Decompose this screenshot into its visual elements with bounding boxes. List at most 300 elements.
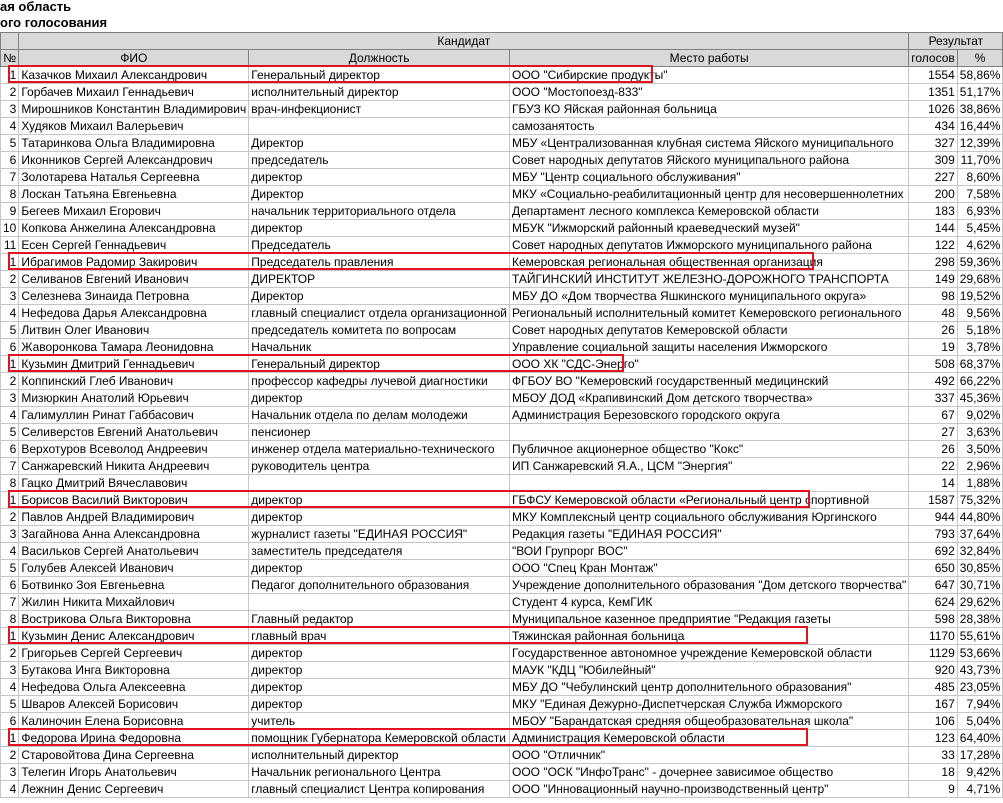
workplace-cell[interactable]: Региональный исполнительный комитет Кемеровского регионального: [510, 305, 909, 322]
table-row: [1, 594, 1003, 611]
workplace-cell[interactable]: Редакция газеты "ЕДИНАЯ РОССИЯ": [510, 526, 909, 543]
position-cell[interactable]: Начальник: [249, 339, 510, 356]
table-row: [1, 577, 1003, 594]
votes-cell[interactable]: 434: [909, 118, 958, 135]
table-row: [1, 288, 1003, 305]
table-row: [1, 441, 1003, 458]
workplace-cell[interactable]: ИП Санжаревский Я.А., ЦСМ "Энергия": [510, 458, 909, 475]
percent-cell[interactable]: 29,68%: [957, 271, 1003, 288]
percent-cell[interactable]: 17,28%: [957, 747, 1003, 764]
percent-cell[interactable]: 7,94%: [957, 696, 1003, 713]
table-row: [1, 254, 1003, 271]
workplace-cell[interactable]: Администрация Кемеровской области: [510, 730, 909, 747]
percent-cell[interactable]: 5,04%: [957, 713, 1003, 730]
votes-cell[interactable]: 1351: [909, 84, 958, 101]
candidate-name-cell[interactable]: Голубев Алексей Иванович: [19, 560, 249, 577]
candidate-name-cell[interactable]: Григорьев Сергей Сергеевич: [19, 645, 249, 662]
workplace-cell[interactable]: МАУК "КДЦ "Юбилейный": [510, 662, 909, 679]
votes-cell[interactable]: 944: [909, 509, 958, 526]
row-number-cell[interactable]: 1: [1, 730, 19, 747]
workplace-cell[interactable]: Администрация Березовского городского округа: [510, 407, 909, 424]
position-cell[interactable]: учитель: [249, 713, 510, 730]
table-row: [1, 781, 1003, 798]
position-cell[interactable]: директор: [249, 560, 510, 577]
votes-cell[interactable]: 298: [909, 254, 958, 271]
position-cell[interactable]: начальник территориального отдела: [249, 203, 510, 220]
candidate-name-cell[interactable]: Калиночин Елена Борисовна: [19, 713, 249, 730]
workplace-cell[interactable]: Совет народных депутатов Ижморского муниципального района: [510, 237, 909, 254]
table-row: [1, 118, 1003, 135]
table-row: [1, 526, 1003, 543]
position-cell[interactable]: председатель комитета по вопросам: [249, 322, 510, 339]
region-title: ая область: [0, 0, 72, 14]
position-cell[interactable]: Директор: [249, 288, 510, 305]
candidate-name-cell[interactable]: Селиверстов Евгений Анатольевич: [19, 424, 249, 441]
candidate-name-cell[interactable]: Селезнева Зинаида Петровна: [19, 288, 249, 305]
row-number-cell[interactable]: 1: [1, 356, 19, 373]
percent-cell[interactable]: 38,86%: [957, 101, 1003, 118]
row-number-cell[interactable]: 1: [1, 254, 19, 271]
workplace-cell[interactable]: МКУ "Единая Дежурно-Диспетчерская Служба Ижморского: [510, 696, 909, 713]
percent-cell[interactable]: 45,36%: [957, 390, 1003, 407]
percent-cell[interactable]: 59,36%: [957, 254, 1003, 271]
row-number-cell[interactable]: 3: [1, 101, 19, 118]
row-number-cell[interactable]: 6: [1, 152, 19, 169]
candidate-rows: [1, 67, 1003, 798]
position-cell[interactable]: инженер отдела материально-технического: [249, 441, 510, 458]
workplace-cell[interactable]: ООО "Инновационный научно-производственный центр": [510, 781, 909, 798]
percent-cell[interactable]: 37,64%: [957, 526, 1003, 543]
percent-cell[interactable]: 55,61%: [957, 628, 1003, 645]
percent-cell[interactable]: 8,60%: [957, 169, 1003, 186]
percent-cell[interactable]: 51,17%: [957, 84, 1003, 101]
position-cell[interactable]: Генеральный директор: [249, 356, 510, 373]
percent-cell[interactable]: 4,71%: [957, 781, 1003, 798]
percent-cell[interactable]: 12,39%: [957, 135, 1003, 152]
percent-cell[interactable]: 19,52%: [957, 288, 1003, 305]
table-row: [1, 203, 1003, 220]
percent-cell[interactable]: 7,58%: [957, 186, 1003, 203]
position-cell[interactable]: помощник Губернатора Кемеровской области: [249, 730, 510, 747]
workplace-cell[interactable]: ООО "Мостопоезд-833": [510, 84, 909, 101]
percent-cell[interactable]: 44,80%: [957, 509, 1003, 526]
position-cell[interactable]: исполнительный директор: [249, 747, 510, 764]
workplace-cell[interactable]: МКУ «Социально-реабилитационный центр для несовершеннолетних: [510, 186, 909, 203]
workplace-cell[interactable]: Совет народных депутатов Яйского муниципального района: [510, 152, 909, 169]
workplace-cell[interactable]: Управление социальной защиты населения Ижморского: [510, 339, 909, 356]
percent-cell[interactable]: 3,50%: [957, 441, 1003, 458]
workplace-cell[interactable]: МБОУ ДОД «Крапивинский Дом детского творчества»: [510, 390, 909, 407]
position-cell[interactable]: главный специалист отдела организационной: [249, 305, 510, 322]
percent-cell[interactable]: 30,85%: [957, 560, 1003, 577]
row-number-cell[interactable]: 6: [1, 713, 19, 730]
table-row: [1, 458, 1003, 475]
row-number-cell[interactable]: 2: [1, 645, 19, 662]
votes-cell[interactable]: 508: [909, 356, 958, 373]
row-number-cell[interactable]: 4: [1, 543, 19, 560]
row-number-cell[interactable]: 6: [1, 577, 19, 594]
votes-cell[interactable]: 1026: [909, 101, 958, 118]
table-row: [1, 271, 1003, 288]
table-row: [1, 424, 1003, 441]
workplace-cell[interactable]: МБОУ "Барандатская средняя общеобразовательная школа": [510, 713, 909, 730]
votes-cell[interactable]: 1554: [909, 67, 958, 84]
workplace-cell[interactable]: [510, 424, 909, 441]
candidate-name-cell[interactable]: Гацко Дмитрий Вячеславович: [19, 475, 249, 492]
votes-cell[interactable]: 18: [909, 764, 958, 781]
candidate-name-cell[interactable]: Золотарева Наталья Сергеевна: [19, 169, 249, 186]
candidate-name-cell[interactable]: Шваров Алексей Борисович: [19, 696, 249, 713]
workplace-cell[interactable]: Студент 4 курса, КемГИК: [510, 594, 909, 611]
votes-cell[interactable]: 26: [909, 322, 958, 339]
position-column-header[interactable]: Должность: [249, 50, 510, 67]
workplace-cell[interactable]: "ВОИ Групрорг ВОС": [510, 543, 909, 560]
workplace-cell[interactable]: ГБУЗ КО Яйская районная больница: [510, 101, 909, 118]
position-cell[interactable]: [249, 475, 510, 492]
votes-cell[interactable]: 9: [909, 781, 958, 798]
row-number-cell[interactable]: 7: [1, 458, 19, 475]
workplace-cell[interactable]: Кемеровская региональная общественная организация: [510, 254, 909, 271]
row-number-cell[interactable]: 5: [1, 560, 19, 577]
workplace-cell[interactable]: Департамент лесного комплекса Кемеровской области: [510, 203, 909, 220]
workplace-column-header[interactable]: Место работы: [510, 50, 909, 67]
votes-cell[interactable]: 647: [909, 577, 958, 594]
table-row: [1, 237, 1003, 254]
position-cell[interactable]: Педагог дополнительного образования: [249, 577, 510, 594]
row-number-cell[interactable]: 4: [1, 118, 19, 135]
row-number-cell[interactable]: 8: [1, 186, 19, 203]
votes-cell[interactable]: 598: [909, 611, 958, 628]
candidate-name-cell[interactable]: Кузьмин Денис Александрович: [19, 628, 249, 645]
votes-cell[interactable]: 227: [909, 169, 958, 186]
table-row: [1, 322, 1003, 339]
votes-cell[interactable]: 920: [909, 662, 958, 679]
candidate-name-cell[interactable]: Ботвинко Зоя Евгеньевна: [19, 577, 249, 594]
voting-title: ого голосования: [0, 15, 108, 30]
candidate-name-cell[interactable]: Татаринкова Ольга Владимировна: [19, 135, 249, 152]
row-number-cell[interactable]: 6: [1, 441, 19, 458]
percent-cell[interactable]: 5,18%: [957, 322, 1003, 339]
position-cell[interactable]: врач-инфекционист: [249, 101, 510, 118]
table-row: [1, 662, 1003, 679]
row-number-cell[interactable]: 4: [1, 781, 19, 798]
row-number-cell[interactable]: 3: [1, 288, 19, 305]
workplace-cell[interactable]: МБУ "Центр социального обслуживания": [510, 169, 909, 186]
candidate-name-cell[interactable]: Есен Сергей Геннадьевич: [19, 237, 249, 254]
votes-cell[interactable]: 309: [909, 152, 958, 169]
votes-cell[interactable]: 327: [909, 135, 958, 152]
position-cell[interactable]: [249, 594, 510, 611]
votes-cell[interactable]: 98: [909, 288, 958, 305]
workplace-cell[interactable]: ООО ХК "СДС-Энерго": [510, 356, 909, 373]
position-cell[interactable]: Начальник регионального Центра: [249, 764, 510, 781]
fio-column-header[interactable]: ФИО: [19, 50, 249, 67]
workplace-cell[interactable]: ООО "ОСК "ИнфоТранс" - дочернее зависимое общество: [510, 764, 909, 781]
num-column-header[interactable]: №: [1, 50, 19, 67]
position-cell[interactable]: заместитель председателя: [249, 543, 510, 560]
votes-cell[interactable]: 48: [909, 305, 958, 322]
votes-cell[interactable]: 144: [909, 220, 958, 237]
percent-cell[interactable]: 64,40%: [957, 730, 1003, 747]
votes-cell[interactable]: 33: [909, 747, 958, 764]
candidate-name-cell[interactable]: Казачков Михаил Александрович: [19, 67, 249, 84]
table-row: [1, 764, 1003, 781]
table-row: [1, 492, 1003, 509]
candidate-name-cell[interactable]: Борисов Василий Викторович: [19, 492, 249, 509]
position-cell[interactable]: Генеральный директор: [249, 67, 510, 84]
candidate-name-cell[interactable]: Старовойтова Дина Сергеевна: [19, 747, 249, 764]
position-cell[interactable]: руководитель центра: [249, 458, 510, 475]
row-number-cell[interactable]: 10: [1, 220, 19, 237]
row-number-cell[interactable]: 7: [1, 169, 19, 186]
votes-cell[interactable]: 123: [909, 730, 958, 747]
percent-cell[interactable]: 68,37%: [957, 356, 1003, 373]
votes-cell[interactable]: 485: [909, 679, 958, 696]
candidate-name-cell[interactable]: Лежнин Денис Сергеевич: [19, 781, 249, 798]
percent-cell[interactable]: 75,32%: [957, 492, 1003, 509]
votes-cell[interactable]: 26: [909, 441, 958, 458]
candidate-group-header[interactable]: Кандидат: [19, 33, 909, 50]
candidate-name-cell[interactable]: Нефедова Дарья Александровна: [19, 305, 249, 322]
candidate-name-cell[interactable]: Коппинский Глеб Иванович: [19, 373, 249, 390]
percent-cell[interactable]: 29,62%: [957, 594, 1003, 611]
percent-cell[interactable]: 23,05%: [957, 679, 1003, 696]
position-cell[interactable]: журналист газеты "ЕДИНАЯ РОССИЯ": [249, 526, 510, 543]
table-row: [1, 475, 1003, 492]
percent-cell[interactable]: 9,02%: [957, 407, 1003, 424]
row-number-cell[interactable]: 3: [1, 662, 19, 679]
percent-cell[interactable]: 28,38%: [957, 611, 1003, 628]
votes-cell[interactable]: 19: [909, 339, 958, 356]
votes-cell[interactable]: 122: [909, 237, 958, 254]
candidate-name-cell[interactable]: Ибрагимов Радомир Закирович: [19, 254, 249, 271]
candidate-name-cell[interactable]: Жилин Никита Михайлович: [19, 594, 249, 611]
row-number-cell[interactable]: 5: [1, 322, 19, 339]
row-number-cell[interactable]: 2: [1, 373, 19, 390]
position-cell[interactable]: профессор кафедры лучевой диагностики: [249, 373, 510, 390]
candidate-name-cell[interactable]: Литвин Олег Иванович: [19, 322, 249, 339]
percent-cell[interactable]: 9,56%: [957, 305, 1003, 322]
row-number-cell[interactable]: 1: [1, 492, 19, 509]
workplace-cell[interactable]: Совет народных депутатов Кемеровской области: [510, 322, 909, 339]
row-number-cell[interactable]: 4: [1, 679, 19, 696]
row-number-cell[interactable]: 2: [1, 84, 19, 101]
percent-cell[interactable]: 58,86%: [957, 67, 1003, 84]
row-number-cell[interactable]: 1: [1, 628, 19, 645]
percent-cell[interactable]: 43,73%: [957, 662, 1003, 679]
workplace-cell[interactable]: МБУ ДО «Дом творчества Яшкинского муниципального округа»: [510, 288, 909, 305]
row-number-cell[interactable]: 8: [1, 611, 19, 628]
candidate-name-cell[interactable]: Нефедова Ольга Алексеевна: [19, 679, 249, 696]
candidate-name-cell[interactable]: Кузьмин Дмитрий Геннадьевич: [19, 356, 249, 373]
votes-column-header[interactable]: голосов: [909, 50, 958, 67]
candidate-name-cell[interactable]: Васильков Сергей Анатольевич: [19, 543, 249, 560]
percent-cell[interactable]: 3,63%: [957, 424, 1003, 441]
row-number-cell[interactable]: 3: [1, 526, 19, 543]
table-row: [1, 152, 1003, 169]
candidate-name-cell[interactable]: Селиванов Евгений Иванович: [19, 271, 249, 288]
workplace-cell[interactable]: самозанятость: [510, 118, 909, 135]
workplace-cell[interactable]: ТАЙГИНСКИЙ ИНСТИТУТ ЖЕЛЕЗНО-ДОРОЖНОГО ТРАНСПОРТА: [510, 271, 909, 288]
position-cell[interactable]: директор: [249, 662, 510, 679]
percent-cell[interactable]: 9,42%: [957, 764, 1003, 781]
row-number-cell[interactable]: 5: [1, 696, 19, 713]
row-number-cell[interactable]: 3: [1, 764, 19, 781]
percent-cell[interactable]: 53,66%: [957, 645, 1003, 662]
votes-cell[interactable]: 624: [909, 594, 958, 611]
table-row: [1, 390, 1003, 407]
row-number-cell[interactable]: 4: [1, 305, 19, 322]
votes-cell[interactable]: 650: [909, 560, 958, 577]
percent-cell[interactable]: 11,70%: [957, 152, 1003, 169]
table-row: [1, 628, 1003, 645]
percent-cell[interactable]: 66,22%: [957, 373, 1003, 390]
candidate-name-cell[interactable]: Бегеев Михаил Егорович: [19, 203, 249, 220]
table-row: [1, 747, 1003, 764]
votes-cell[interactable]: 1129: [909, 645, 958, 662]
table-row: [1, 169, 1003, 186]
votes-cell[interactable]: 183: [909, 203, 958, 220]
candidate-name-cell[interactable]: Копкова Анжелина Александровна: [19, 220, 249, 237]
position-cell[interactable]: главный врач: [249, 628, 510, 645]
candidate-name-cell[interactable]: Мирошников Константин Владимирович: [19, 101, 249, 118]
votes-cell[interactable]: 200: [909, 186, 958, 203]
percent-cell[interactable]: 1,88%: [957, 475, 1003, 492]
votes-cell[interactable]: 1170: [909, 628, 958, 645]
percent-column-header[interactable]: %: [957, 50, 1003, 67]
position-cell[interactable]: директор: [249, 696, 510, 713]
candidate-name-cell[interactable]: Верхотуров Всеволод Андреевич: [19, 441, 249, 458]
workplace-cell[interactable]: МБУК "Ижморский районный краеведческий музей": [510, 220, 909, 237]
workplace-cell[interactable]: МБУ «Централизованная клубная система Яйского муниципального: [510, 135, 909, 152]
candidate-name-cell[interactable]: Худяков Михаил Валерьевич: [19, 118, 249, 135]
votes-cell[interactable]: 67: [909, 407, 958, 424]
position-cell[interactable]: Начальник отдела по делам молодежи: [249, 407, 510, 424]
candidate-name-cell[interactable]: Галимуллин Ринат Габбасович: [19, 407, 249, 424]
row-number-cell[interactable]: 3: [1, 390, 19, 407]
votes-cell[interactable]: 106: [909, 713, 958, 730]
position-cell[interactable]: директор: [249, 220, 510, 237]
candidate-name-cell[interactable]: Вострикова Ольга Викторовна: [19, 611, 249, 628]
percent-cell[interactable]: 3,78%: [957, 339, 1003, 356]
votes-cell[interactable]: 149: [909, 271, 958, 288]
votes-cell[interactable]: 14: [909, 475, 958, 492]
percent-cell[interactable]: 2,96%: [957, 458, 1003, 475]
workplace-cell[interactable]: МБУ ДО "Чебулинский центр дополнительного образования": [510, 679, 909, 696]
workplace-cell[interactable]: Учреждение дополнительного образования "Дом детского творчества": [510, 577, 909, 594]
workplace-cell[interactable]: Публичное акционерное общество "Кокс": [510, 441, 909, 458]
position-cell[interactable]: [249, 118, 510, 135]
table-row: [1, 679, 1003, 696]
candidate-name-cell[interactable]: Жаворонкова Тамара Леонидовна: [19, 339, 249, 356]
percent-cell[interactable]: 6,93%: [957, 203, 1003, 220]
votes-cell[interactable]: 167: [909, 696, 958, 713]
row-number-cell[interactable]: 2: [1, 509, 19, 526]
position-cell[interactable]: исполнительный директор: [249, 84, 510, 101]
position-cell[interactable]: директор: [249, 679, 510, 696]
candidate-name-cell[interactable]: Федорова Ирина Федоровна: [19, 730, 249, 747]
candidate-name-cell[interactable]: Горбачев Михаил Геннадьевич: [19, 84, 249, 101]
position-cell[interactable]: Председатель: [249, 237, 510, 254]
position-cell[interactable]: председатель: [249, 152, 510, 169]
row-number-cell[interactable]: 11: [1, 237, 19, 254]
table-row: [1, 339, 1003, 356]
candidate-name-cell[interactable]: Павлов Андрей Владимирович: [19, 509, 249, 526]
row-number-cell[interactable]: 5: [1, 424, 19, 441]
workplace-cell[interactable]: Государственное автономное учреждение Кемеровской области: [510, 645, 909, 662]
row-number-cell[interactable]: 2: [1, 271, 19, 288]
workplace-cell[interactable]: ООО "Спец Кран Монтаж": [510, 560, 909, 577]
row-number-cell[interactable]: 5: [1, 135, 19, 152]
candidate-name-cell[interactable]: Санжаревский Никита Андреевич: [19, 458, 249, 475]
candidate-name-cell[interactable]: Бутакова Инга Викторовна: [19, 662, 249, 679]
position-cell[interactable]: директор: [249, 492, 510, 509]
percent-cell[interactable]: 30,71%: [957, 577, 1003, 594]
position-cell[interactable]: ДИРЕКТОР: [249, 271, 510, 288]
position-cell[interactable]: директор: [249, 645, 510, 662]
position-cell[interactable]: Директор: [249, 135, 510, 152]
candidate-name-cell[interactable]: Загайнова Анна Александровна: [19, 526, 249, 543]
workplace-cell[interactable]: МКУ Комплексный центр социального обслуживания Юргинского: [510, 509, 909, 526]
row-number-cell[interactable]: 1: [1, 67, 19, 84]
position-cell[interactable]: директор: [249, 509, 510, 526]
header-blank: [1, 33, 19, 50]
candidate-name-cell[interactable]: Иконников Сергей Александрович: [19, 152, 249, 169]
workplace-cell[interactable]: ГБФСУ Кемеровской области «Региональный центр спортивной: [510, 492, 909, 509]
row-number-cell[interactable]: 4: [1, 407, 19, 424]
workplace-cell[interactable]: ФГБОУ ВО "Кемеровский государственный медицинский: [510, 373, 909, 390]
workplace-cell[interactable]: ООО "Сибирские продукты": [510, 67, 909, 84]
workplace-cell[interactable]: Тяжинская районная больница: [510, 628, 909, 645]
table-row: [1, 220, 1003, 237]
percent-cell[interactable]: 32,84%: [957, 543, 1003, 560]
votes-cell[interactable]: 492: [909, 373, 958, 390]
row-number-cell[interactable]: 7: [1, 594, 19, 611]
table-row: [1, 101, 1003, 118]
row-number-cell[interactable]: 9: [1, 203, 19, 220]
percent-cell[interactable]: 5,45%: [957, 220, 1003, 237]
row-number-cell[interactable]: 8: [1, 475, 19, 492]
row-number-cell[interactable]: 2: [1, 747, 19, 764]
position-cell[interactable]: Директор: [249, 186, 510, 203]
row-number-cell[interactable]: 6: [1, 339, 19, 356]
percent-cell[interactable]: 4,62%: [957, 237, 1003, 254]
result-group-header[interactable]: Результат: [909, 33, 1003, 50]
table-row: [1, 730, 1003, 747]
table-row: [1, 135, 1003, 152]
position-cell[interactable]: Председатель правления: [249, 254, 510, 271]
votes-cell[interactable]: 27: [909, 424, 958, 441]
percent-cell[interactable]: 16,44%: [957, 118, 1003, 135]
workplace-cell[interactable]: Муниципальное казенное предприятие "Редакция газеты: [510, 611, 909, 628]
votes-cell[interactable]: 1587: [909, 492, 958, 509]
position-cell[interactable]: главный специалист Центра копирования: [249, 781, 510, 798]
position-cell[interactable]: Главный редактор: [249, 611, 510, 628]
position-cell[interactable]: директор: [249, 390, 510, 407]
workplace-cell[interactable]: ООО "Отличник": [510, 747, 909, 764]
votes-cell[interactable]: 337: [909, 390, 958, 407]
candidate-name-cell[interactable]: Лоскан Татьяна Евгеньевна: [19, 186, 249, 203]
candidate-name-cell[interactable]: Мизюркин Анатолий Юрьевич: [19, 390, 249, 407]
votes-cell[interactable]: 692: [909, 543, 958, 560]
workplace-cell[interactable]: [510, 475, 909, 492]
candidate-name-cell[interactable]: Телегин Игорь Анатольевич: [19, 764, 249, 781]
votes-cell[interactable]: 22: [909, 458, 958, 475]
votes-cell[interactable]: 793: [909, 526, 958, 543]
position-cell[interactable]: директор: [249, 169, 510, 186]
position-cell[interactable]: пенсионер: [249, 424, 510, 441]
group-header-row: [1, 33, 1003, 50]
